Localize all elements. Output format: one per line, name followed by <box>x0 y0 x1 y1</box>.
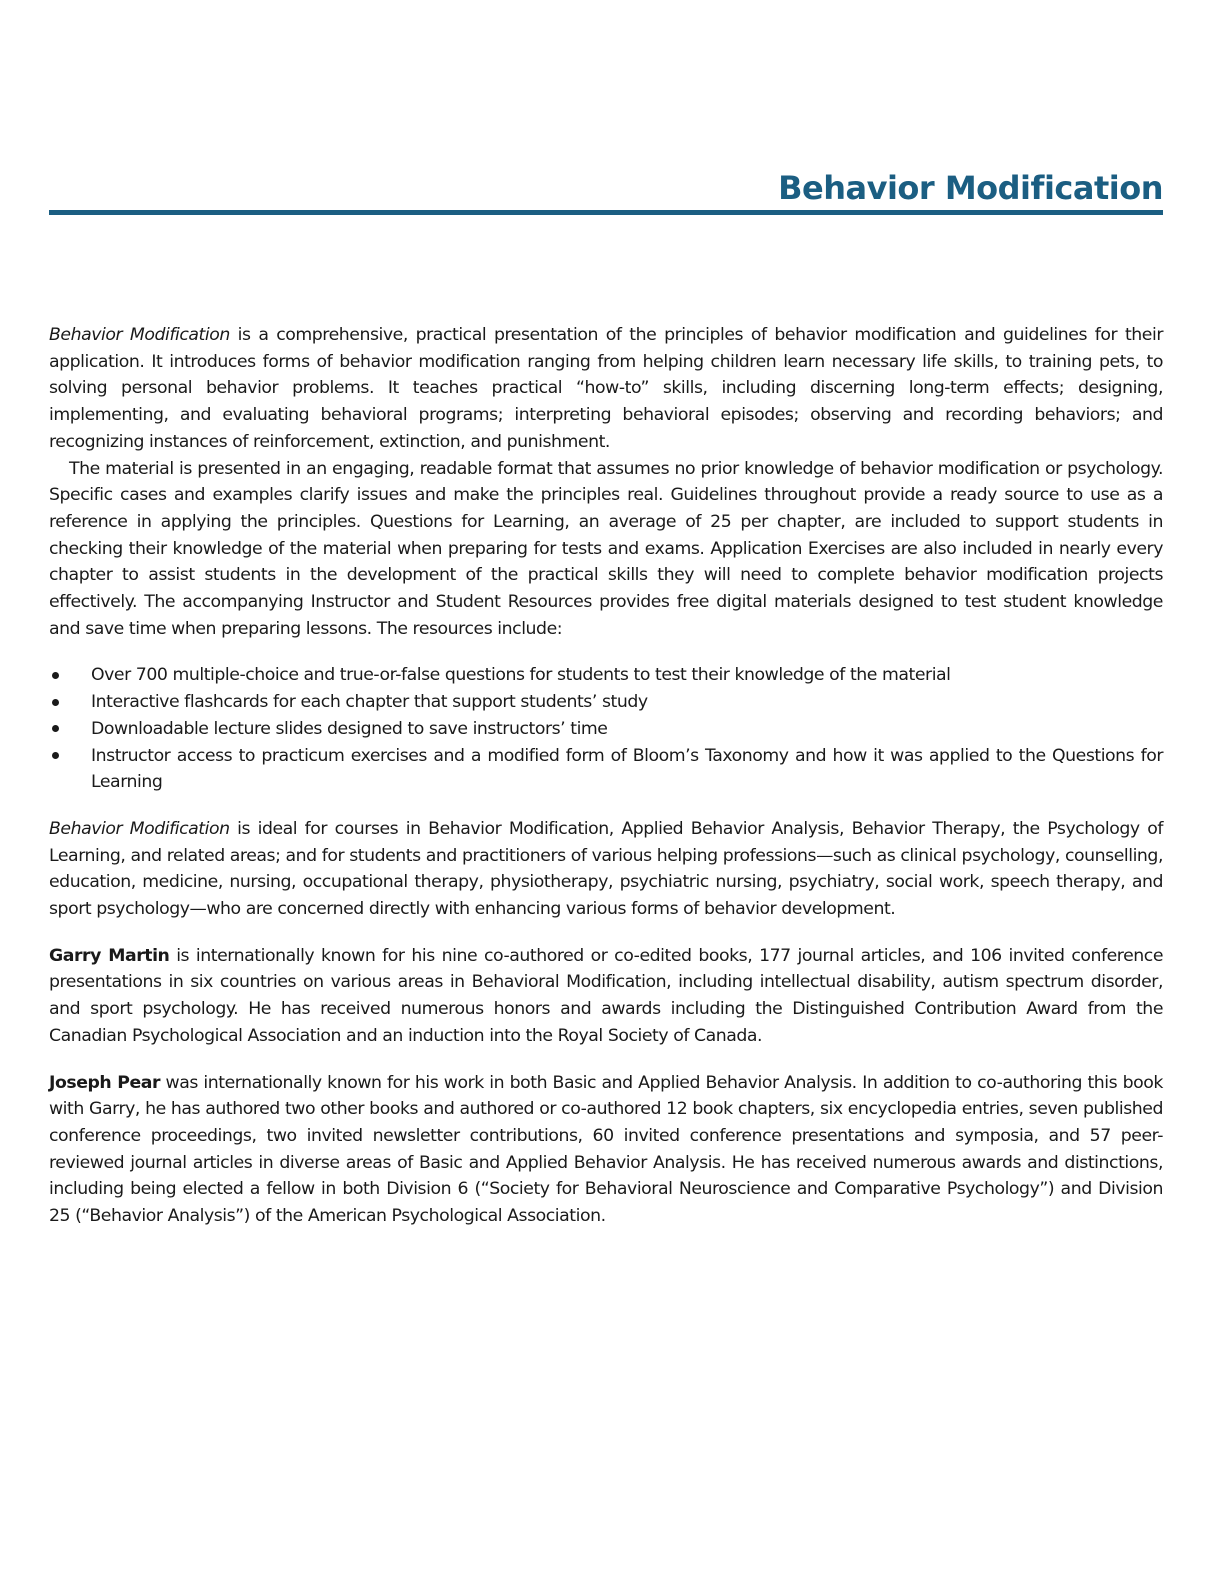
list-item-text: Over 700 multiple-choice and true-or-false questions for students to test their knowledge of the material <box>91 665 951 686</box>
ideal-text: is ideal for courses in Behavior Modification, Applied Behavior Analysis, Behavior Therapy, the Psychology of Learning, and related areas; and for students and practitioners of various helping professions—such as clinical psychology, counselling, education, medicine, nursing, occupational therapy, physiotherapy, psychiatric nursing, psychiatry, social work, speech therapy, and sport psychology—who are concerned directly with enhancing various forms of behavior development. <box>49 818 1163 920</box>
author-bio-pear <box>49 1070 1163 1230</box>
list-item <box>49 662 1163 689</box>
intro-paragraph <box>49 322 1163 456</box>
ideal-paragraph <box>49 816 1163 923</box>
list-item-text: Downloadable lecture slides designed to save instructors’ time <box>91 718 608 739</box>
title-rule <box>49 210 1163 215</box>
page-title: Behavior Modification <box>778 169 1163 207</box>
book-title-italic: Behavior Modification <box>49 818 230 839</box>
list-item-text: Instructor access to practicum exercises and a modified form of Bloom’s Taxonomy and how it was applied to the Questions for Learning <box>91 745 1163 793</box>
material-paragraph: The material is presented in an engaging, readable format that assumes no prior knowledge of behavior modification or psychology. Specific cases and examples clarify issues and make the principles real. Guidelines throughout provide a ready source to use as a reference in applying the principles. Questions for Learning, an average of 25 per chapter, are included to support students in checking their knowledge of the material when preparing for tests and exams. Application Exercises are also included in nearly every chapter to assist students in the development of the practical skills they will need to complete behavior modification projects effectively. The accompanying Instructor and Student Resources provides free digital materials designed to test student knowledge and save time when preparing lessons. The resources include: <box>49 458 1163 639</box>
author-bio-text: is internationally known for his nine co-authored or co-edited books, 177 journal articles, and 106 invited conference presentations in six countries on various areas in Behavioral Modification, including intellectual disability, autism spectrum disorder, and sport psychology. He has received numerous honors and awards including the Distinguished Contribution Award from the Canadian Psychological Association and an induction into the Royal Society of Canada. <box>49 945 1164 1046</box>
author-bio-text: was internationally known for his work in both Basic and Applied Behavior Analysis. In addition to co-authoring this book with Garry, he has authored two other books and authored or co-authored 12 book chapters, six encyclopedia entries, seven published conference proceedings, two invited newsletter contributions, 60 invited conference presentations and symposia, and 57 peer-reviewed journal articles in diverse areas of Basic and Applied Behavior Analysis. He has received numerous awards and distinctions, including being elected a fellow in both Division 6 (“Society for Behavioral Neuroscience and Comparative Psychology”) and Division 25 (“Behavior Analysis”) of the American Psychological Association. <box>49 1072 1163 1227</box>
list-item <box>49 689 1163 716</box>
author-bio-martin <box>49 943 1163 1050</box>
list-item <box>49 716 1163 743</box>
bullet-icon <box>49 716 61 743</box>
author-name: Joseph Pear <box>49 1072 161 1093</box>
book-description <box>49 322 1163 1230</box>
bullet-icon <box>49 662 61 689</box>
bullet-icon <box>49 743 61 770</box>
book-title-italic: Behavior Modification <box>49 325 230 345</box>
resources-list <box>49 662 1163 796</box>
list-item-text: Interactive flashcards for each chapter that support students’ study <box>91 692 648 713</box>
bullet-icon <box>49 689 61 716</box>
intro-text: is a comprehensive, practical presentation of the principles of behavior modification and guidelines for their application. It introduces forms of behavior modification ranging from helping children learn necessary life skills, to training pets, to solving personal behavior problems. It teaches practical “how-to” skills, including discerning long-term effects; designing, implementing, and evaluating behavioral programs; interpreting behavioral episodes; observing and recording behaviors; and recognizing instances of reinforcement, extinction, and punishment. <box>49 325 1163 452</box>
list-item <box>49 743 1163 796</box>
author-name: Garry Martin <box>49 945 170 966</box>
